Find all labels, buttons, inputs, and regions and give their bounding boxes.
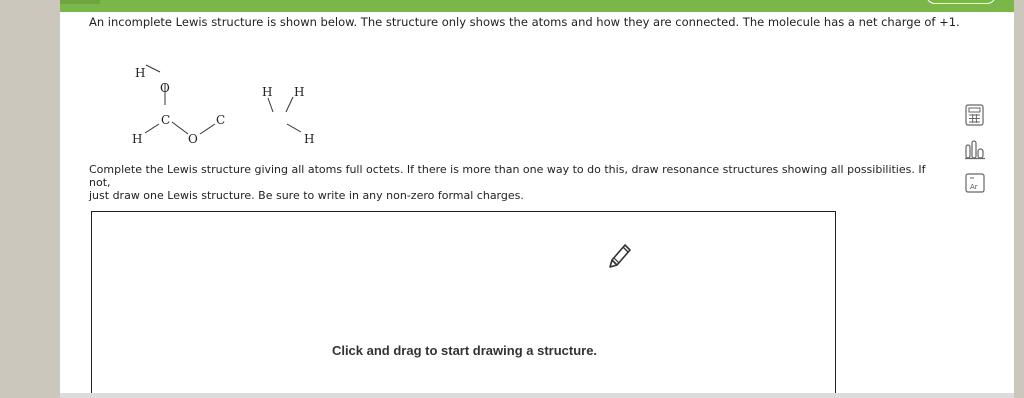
atom-c2: C [216, 113, 226, 127]
periodic-table-glyph: Ar [970, 183, 978, 191]
question-text: An incomplete Lewis structure is shown below. The structure only shows the atoms and how they are connected. The molecule has a net charge of +1. [89, 15, 960, 29]
atom-h1: H [135, 66, 146, 80]
instructions-line-1: Complete the Lewis structure giving all atoms full octets. If there is more than one way to do this, draw resonance structures showing all possibilities. If not, [89, 163, 926, 189]
bond-h-c [145, 124, 159, 133]
drawing-area[interactable] [91, 211, 836, 398]
top-accent-bar [60, 0, 1014, 12]
bond-c2-h [287, 124, 301, 132]
atom-h5: H [304, 132, 315, 146]
periodic-table-icon [962, 170, 988, 196]
atom-c1: C [161, 113, 171, 127]
bond-c-o [172, 122, 188, 134]
atom-o2: O [188, 132, 198, 146]
instructions [89, 163, 939, 202]
instructions-line-2: just draw one Lewis structure. Be sure to write in any non-zero formal charges. [89, 189, 524, 202]
question-panel [60, 12, 1014, 398]
panel-bottom-border [60, 393, 1014, 398]
calculator-button[interactable] [962, 102, 988, 128]
pencil-icon [606, 240, 634, 274]
atom-h4: H [294, 85, 305, 99]
header-button[interactable] [926, 0, 996, 4]
bond-h-c2-right [286, 97, 293, 112]
lewis-structure [120, 50, 340, 150]
header-tab [60, 0, 100, 4]
bond-h-c2-left [268, 98, 273, 112]
calculator-icon [962, 102, 988, 128]
atom-h3: H [262, 85, 273, 99]
bar-chart-icon [962, 137, 988, 163]
bond-o-c2 [200, 124, 215, 134]
atom-o1: O [160, 81, 170, 95]
data-button[interactable] [962, 137, 988, 163]
drawing-prompt: Click and drag to start drawing a structure. [331, 343, 598, 358]
periodic-table-button[interactable] [962, 170, 988, 196]
atom-h2: H [132, 132, 143, 146]
bond-h-o [146, 65, 160, 72]
